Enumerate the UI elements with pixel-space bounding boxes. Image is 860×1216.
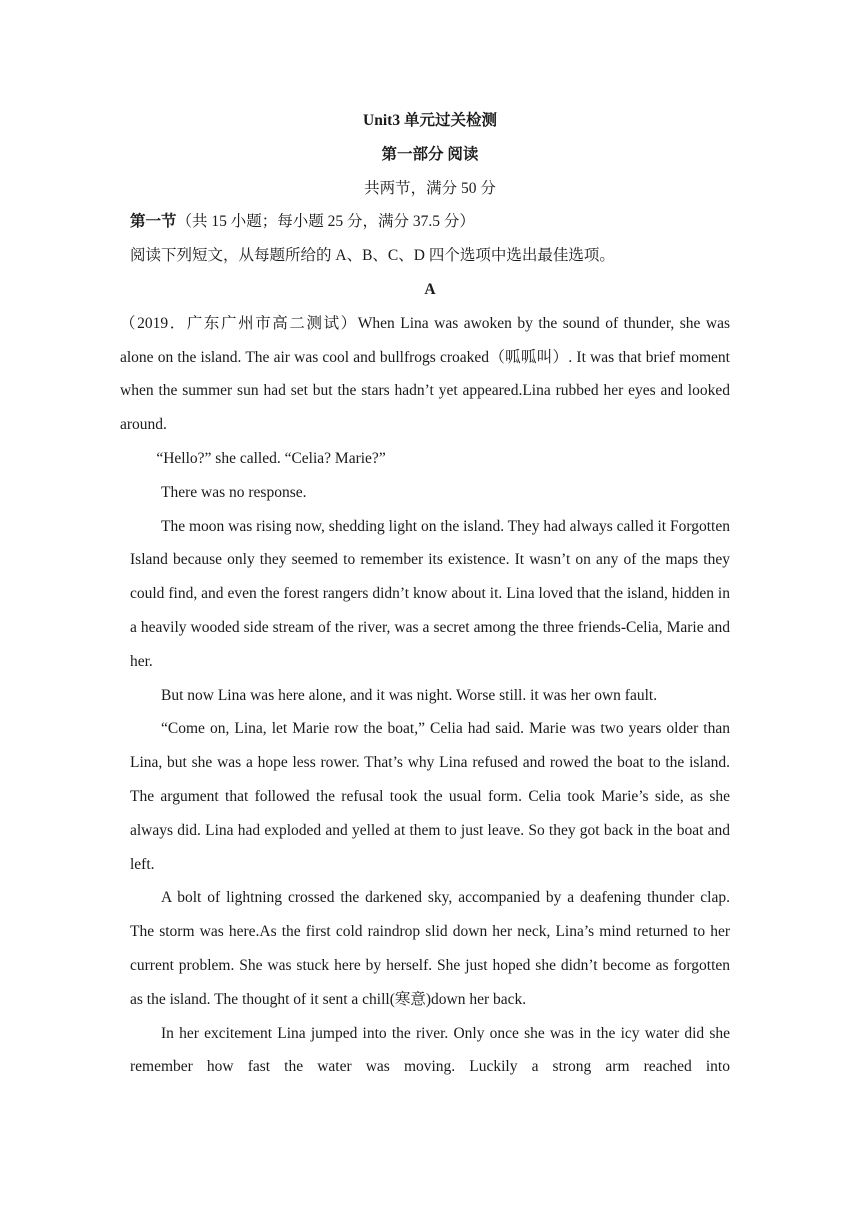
passage-paragraph-6: “Come on, Lina, let Marie row the boat,” Celia had said. Marie was two years older than Lina, but she was a hope less rower. That’s why Lina refused and rowed the boat to the island. The argument that followed the refusal took the usual form. Celia took Marie’s side, as she always did. Lina had exploded and yelled at them to just leave. So they got back in the boat and left. bbox=[130, 720, 730, 873]
section-heading bbox=[130, 205, 730, 239]
passage-paragraph-4: The moon was rising now, shedding light on the island. They had always called it Forgotten Island because only they seemed to remember its existence. It wasn’t on any of the maps they could find, and even the forest rangers didn’t know about it. Lina loved that the island, hidden in a heavily wooded side stream of the river, was a secret among the three friends-Celia, Marie and her. bbox=[130, 517, 730, 670]
passage-paragraph-3: There was no response. bbox=[161, 483, 307, 501]
document-page bbox=[120, 104, 730, 1084]
passage-paragraph-1: （2019．广东广州市高二测试）When Lina was awoken by the sound of thunder, she was alone on the island. The air was cool and bullfrogs croaked（呱呱叫）. It was that brief moment when the summer sun had set but the stars hadn’t yet appeared.Lina rubbed her eyes and looked around. bbox=[120, 314, 730, 434]
part-info: 共两节，满分 50 分 bbox=[364, 179, 496, 197]
part-title: 第一部分 阅读 bbox=[381, 145, 479, 163]
passage-paragraph-2: “Hello?” she called. “Celia? Marie?” bbox=[156, 449, 386, 467]
section-info: （共 15 小题；每小题 25 分，满分 37.5 分） bbox=[176, 213, 475, 231]
section-instruction: 阅读下列短文，从每题所给的 A、B、C、D 四个选项中选出最佳选项。 bbox=[130, 247, 615, 265]
unit-title: Unit3 单元过关检测 bbox=[363, 112, 497, 129]
section-label: 第一节 bbox=[130, 213, 177, 231]
passage-paragraph-8: In her excitement Lina jumped into the river. Only once she was in the icy water did she remember how fast the water was moving. Luckily a strong arm reached into bbox=[130, 1024, 730, 1076]
passage-letter: A bbox=[424, 280, 436, 298]
passage-paragraph-7: A bolt of lightning crossed the darkened sky, accompanied by a deafening thunder clap. The storm was here.As the first cold raindrop slid down her neck, Lina’s mind returned to her current problem. She was stuck here by herself. She just hoped she didn’t become as forgotten as the island. The thought of it sent a chill(寒意)down her back. bbox=[130, 889, 730, 1008]
passage-paragraph-5: But now Lina was here alone, and it was night. Worse still. it was her own fault. bbox=[161, 686, 658, 704]
